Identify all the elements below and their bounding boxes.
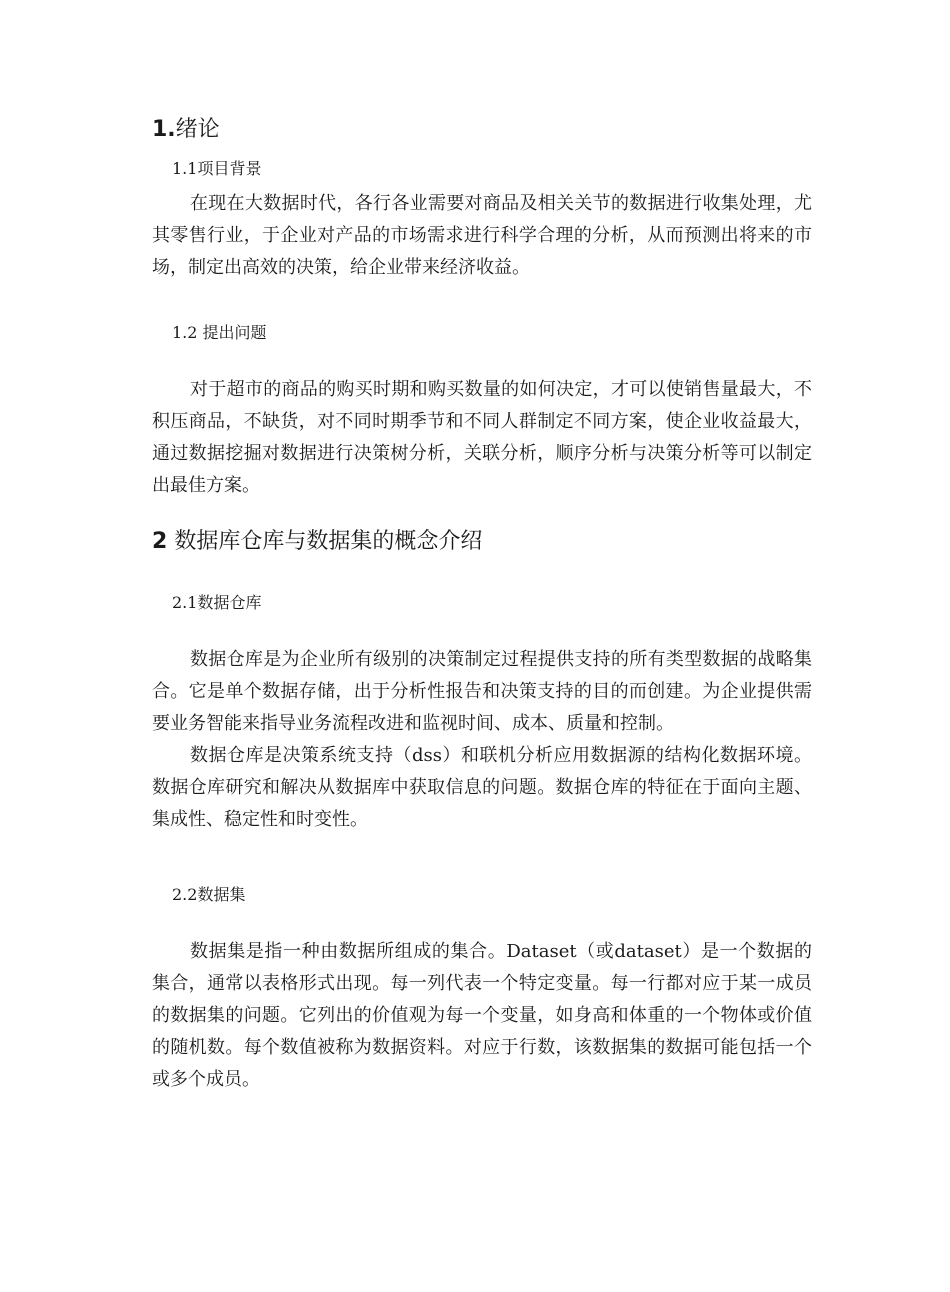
section-1-number: 1. xyxy=(152,117,176,142)
subsection-2-1-heading: 2.1数据仓库 xyxy=(172,593,262,612)
subsection-1-1-paragraph: 在现在大数据时代，各行各业需要对商品及相关关节的数据进行收集处理，尤其零售行业，于企业对产品的市场需求进行科学合理的分析，从而预测出将来的市场，制定出高效的决策，给企业带来经济收益。 xyxy=(152,193,812,278)
subsection-2-1-paragraph-2: 数据仓库是决策系统支持（dss）和联机分析应用数据源的结构化数据环境。数据仓库研究和解决从数据库中获取信息的问题。数据仓库的特征在于面向主题、集成性、稳定性和时变性。 xyxy=(152,745,812,830)
subsection-1-1-heading: 1.1项目背景 xyxy=(172,159,262,178)
section-1-heading xyxy=(152,116,220,144)
subsection-2-1-paragraph-1: 数据仓库是为企业所有级别的决策制定过程提供支持的所有类型数据的战略集合。它是单个数据存储，出于分析性报告和决策支持的目的而创建。为企业提供需要业务智能来指导业务流程改进和监视时间、成本、质量和控制。 xyxy=(152,649,812,734)
section-2-number: 2 xyxy=(152,529,168,554)
subsection-1-2-heading: 1.2 提出问题 xyxy=(172,323,267,342)
section-2-title: 数据库仓库与数据集的概念介绍 xyxy=(174,529,483,554)
subsection-2-2-paragraph: 数据集是指一种由数据所组成的集合。Dataset（或dataset）是一个数据的集合，通常以表格形式出现。每一列代表一个特定变量。每一行都对应于某一成员的数据集的问题。它列出的价值观为每一个变量，如身高和体重的一个物体或价值的随机数。每个数值被称为数据资料。对应于行数，该数据集的数据可能包括一个或多个成员。 xyxy=(152,941,812,1090)
subsection-2-2-heading: 2.2数据集 xyxy=(172,885,246,904)
section-1-title: 绪论 xyxy=(175,117,220,142)
section-2-heading xyxy=(152,528,482,556)
subsection-1-2-paragraph: 对于超市的商品的购买时期和购买数量的如何决定，才可以使销售量最大，不积压商品，不缺货，对不同时期季节和不同人群制定不同方案，使企业收益最大，通过数据挖掘对数据进行决策树分析，关联分析，顺序分析与决策分析等可以制定出最佳方案。 xyxy=(152,379,812,496)
